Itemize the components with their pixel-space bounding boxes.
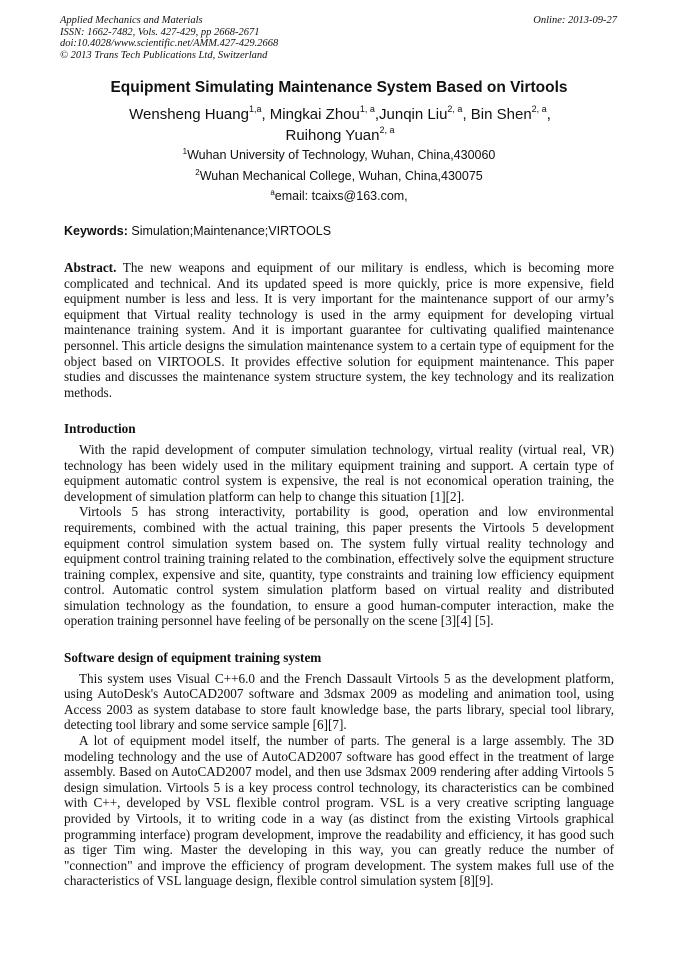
author-name: Bin Shen <box>470 106 532 123</box>
paper-title: Equipment Simulating Maintenance System Based on Virtools <box>110 79 568 96</box>
abstract <box>64 260 614 400</box>
author-sup: 2, a <box>447 104 463 114</box>
email-sup: a <box>270 187 275 197</box>
section-heading: Software design of equipment training system <box>64 650 322 666</box>
abstract-text: The new weapons and equipment of our military is endless, which is becoming more complicated and technical. And its updated speed is more quickly, price is more expensive, field equipment number is less and less. It is very important for the maintenance support of our army’s equipment that Virtual reality technology is used in the army equipment for developing virtual maintenance training system. And it is important guarantee for cultivating qualified maintenance personnel. This article designs the simulation maintenance system to a certain type of equipment for the object based on VIRTOOLS. It provides effective solution for equipment maintenance. This paper studies and discusses the maintenance system structure system, the key technology and its realization methods. <box>64 260 614 400</box>
aff-text: Wuhan University of Technology, Wuhan, China,430060 <box>187 148 496 162</box>
abstract-label: Abstract. <box>64 260 117 275</box>
online-date: Online: 2013-09-27 <box>533 15 617 26</box>
author-sup: 1,a <box>248 104 262 114</box>
affiliation-2 <box>0 169 678 183</box>
journal-name: Applied Mechanics and Materials <box>60 15 203 26</box>
author-list: Wensheng Huang$^{1,a}$, Mingkai Zhou$^{1, a}$,Junqin Liu$^{2, a}$, Bin Shen$^{2, a}$, Ruihong Yuan$^{2, a}$ <box>129 104 551 144</box>
keywords-text: Simulation;Maintenance;VIRTOOLS <box>131 224 332 238</box>
email-text: email: tcaixs@163.com, <box>274 189 408 203</box>
section-heading: Introduction <box>64 421 136 437</box>
page-header <box>60 15 617 61</box>
copyright-line: © 2013 Trans Tech Publications Ltd, Switzerland <box>60 49 268 61</box>
paragraph: This system uses Visual C++6.0 and the French Dassault Virtools 5 as the development platform, using AutoDesk's AutoCAD2007 software and 3dsmax 2009 as modeling and animation tool, using Access 2003 as system database to store fault knowledge base, the parts library, special tool library, detecting tool library and some service sample [6][7]. <box>64 670 614 733</box>
paragraph: Virtools 5 has strong interactivity, portability is good, operation and low environmental requirements, combined with the actual training, this paper presents the Virtools 5 development equipment control simulation system based on. The system fully virtual reality technology and equipment control training training related to the combination, effectively solve the equipment structure training complex, expensive and site, quantity, type constraints and training low efficiency equipment control. Automatic control system simulation platform based on virtual reality and distributed simulation technology as the foundation, to ensure a good human-computer interaction, make the operation training personnel have feeling of be personally on the scene [3][4] [5]. <box>64 504 614 629</box>
keywords <box>64 224 331 238</box>
issn-line: ISSN: 1662-7482, Vols. 427-429, pp 2668-2671 <box>60 26 260 38</box>
keywords-label: Keywords: <box>64 224 128 238</box>
paper-body <box>64 260 614 889</box>
email-line <box>0 189 678 203</box>
author-name: Wensheng Huang <box>129 106 249 123</box>
author-name: Junqin Liu <box>379 106 448 123</box>
aff-sup: 1 <box>182 146 188 156</box>
aff-sup: 2 <box>195 167 200 177</box>
author-sup: 1, a <box>359 104 375 114</box>
doi-line: doi:10.4028/www.scientific.net/AMM.427-429.2668 <box>60 38 279 49</box>
author-sup: 2, a <box>531 104 547 114</box>
aff-text: Wuhan Mechanical College, Wuhan, China,430075 <box>199 169 483 183</box>
author-name: Mingkai Zhou <box>269 106 360 123</box>
author-sup: 2, a <box>379 125 395 135</box>
paragraph: A lot of equipment model itself, the number of parts. The general is a large assembly. The 3D modeling technology and the use of AutoCAD2007 software has good effect in the treatment of large assembly. Based on AutoCAD2007 model, and then use 3dsmax 2009 rendering after adding Virtools 5 design simulation. Virtools 5 is a key process control technology, its characteristics can be combined with C++, developed by VSL flexible control program. VSL is a very creative scripting language provided by Virtools, it to writing code in a way (as distinct from the existing Virtools graphical programming interface) program development, improve the readability and efficiency, it has good such as tiger Tim wing. Master the developing in this way, you can greatly reduce the number of "connection" and improve the efficiency of program development. The system makes full use of the characteristics of VSL language design, flexible control simulation system [8][9]. <box>64 733 614 889</box>
affiliation-1 <box>0 148 678 162</box>
author-name: Ruihong Yuan <box>285 127 380 144</box>
paragraph: With the rapid development of computer simulation technology, virtual reality (virtual real, VR) technology has been widely used in the military equipment training and support. A certain type of equipment automatic control system is expensive, the real is not economical operation training, the development of simulation platform can help to change this situation [1][2]. <box>64 441 614 504</box>
